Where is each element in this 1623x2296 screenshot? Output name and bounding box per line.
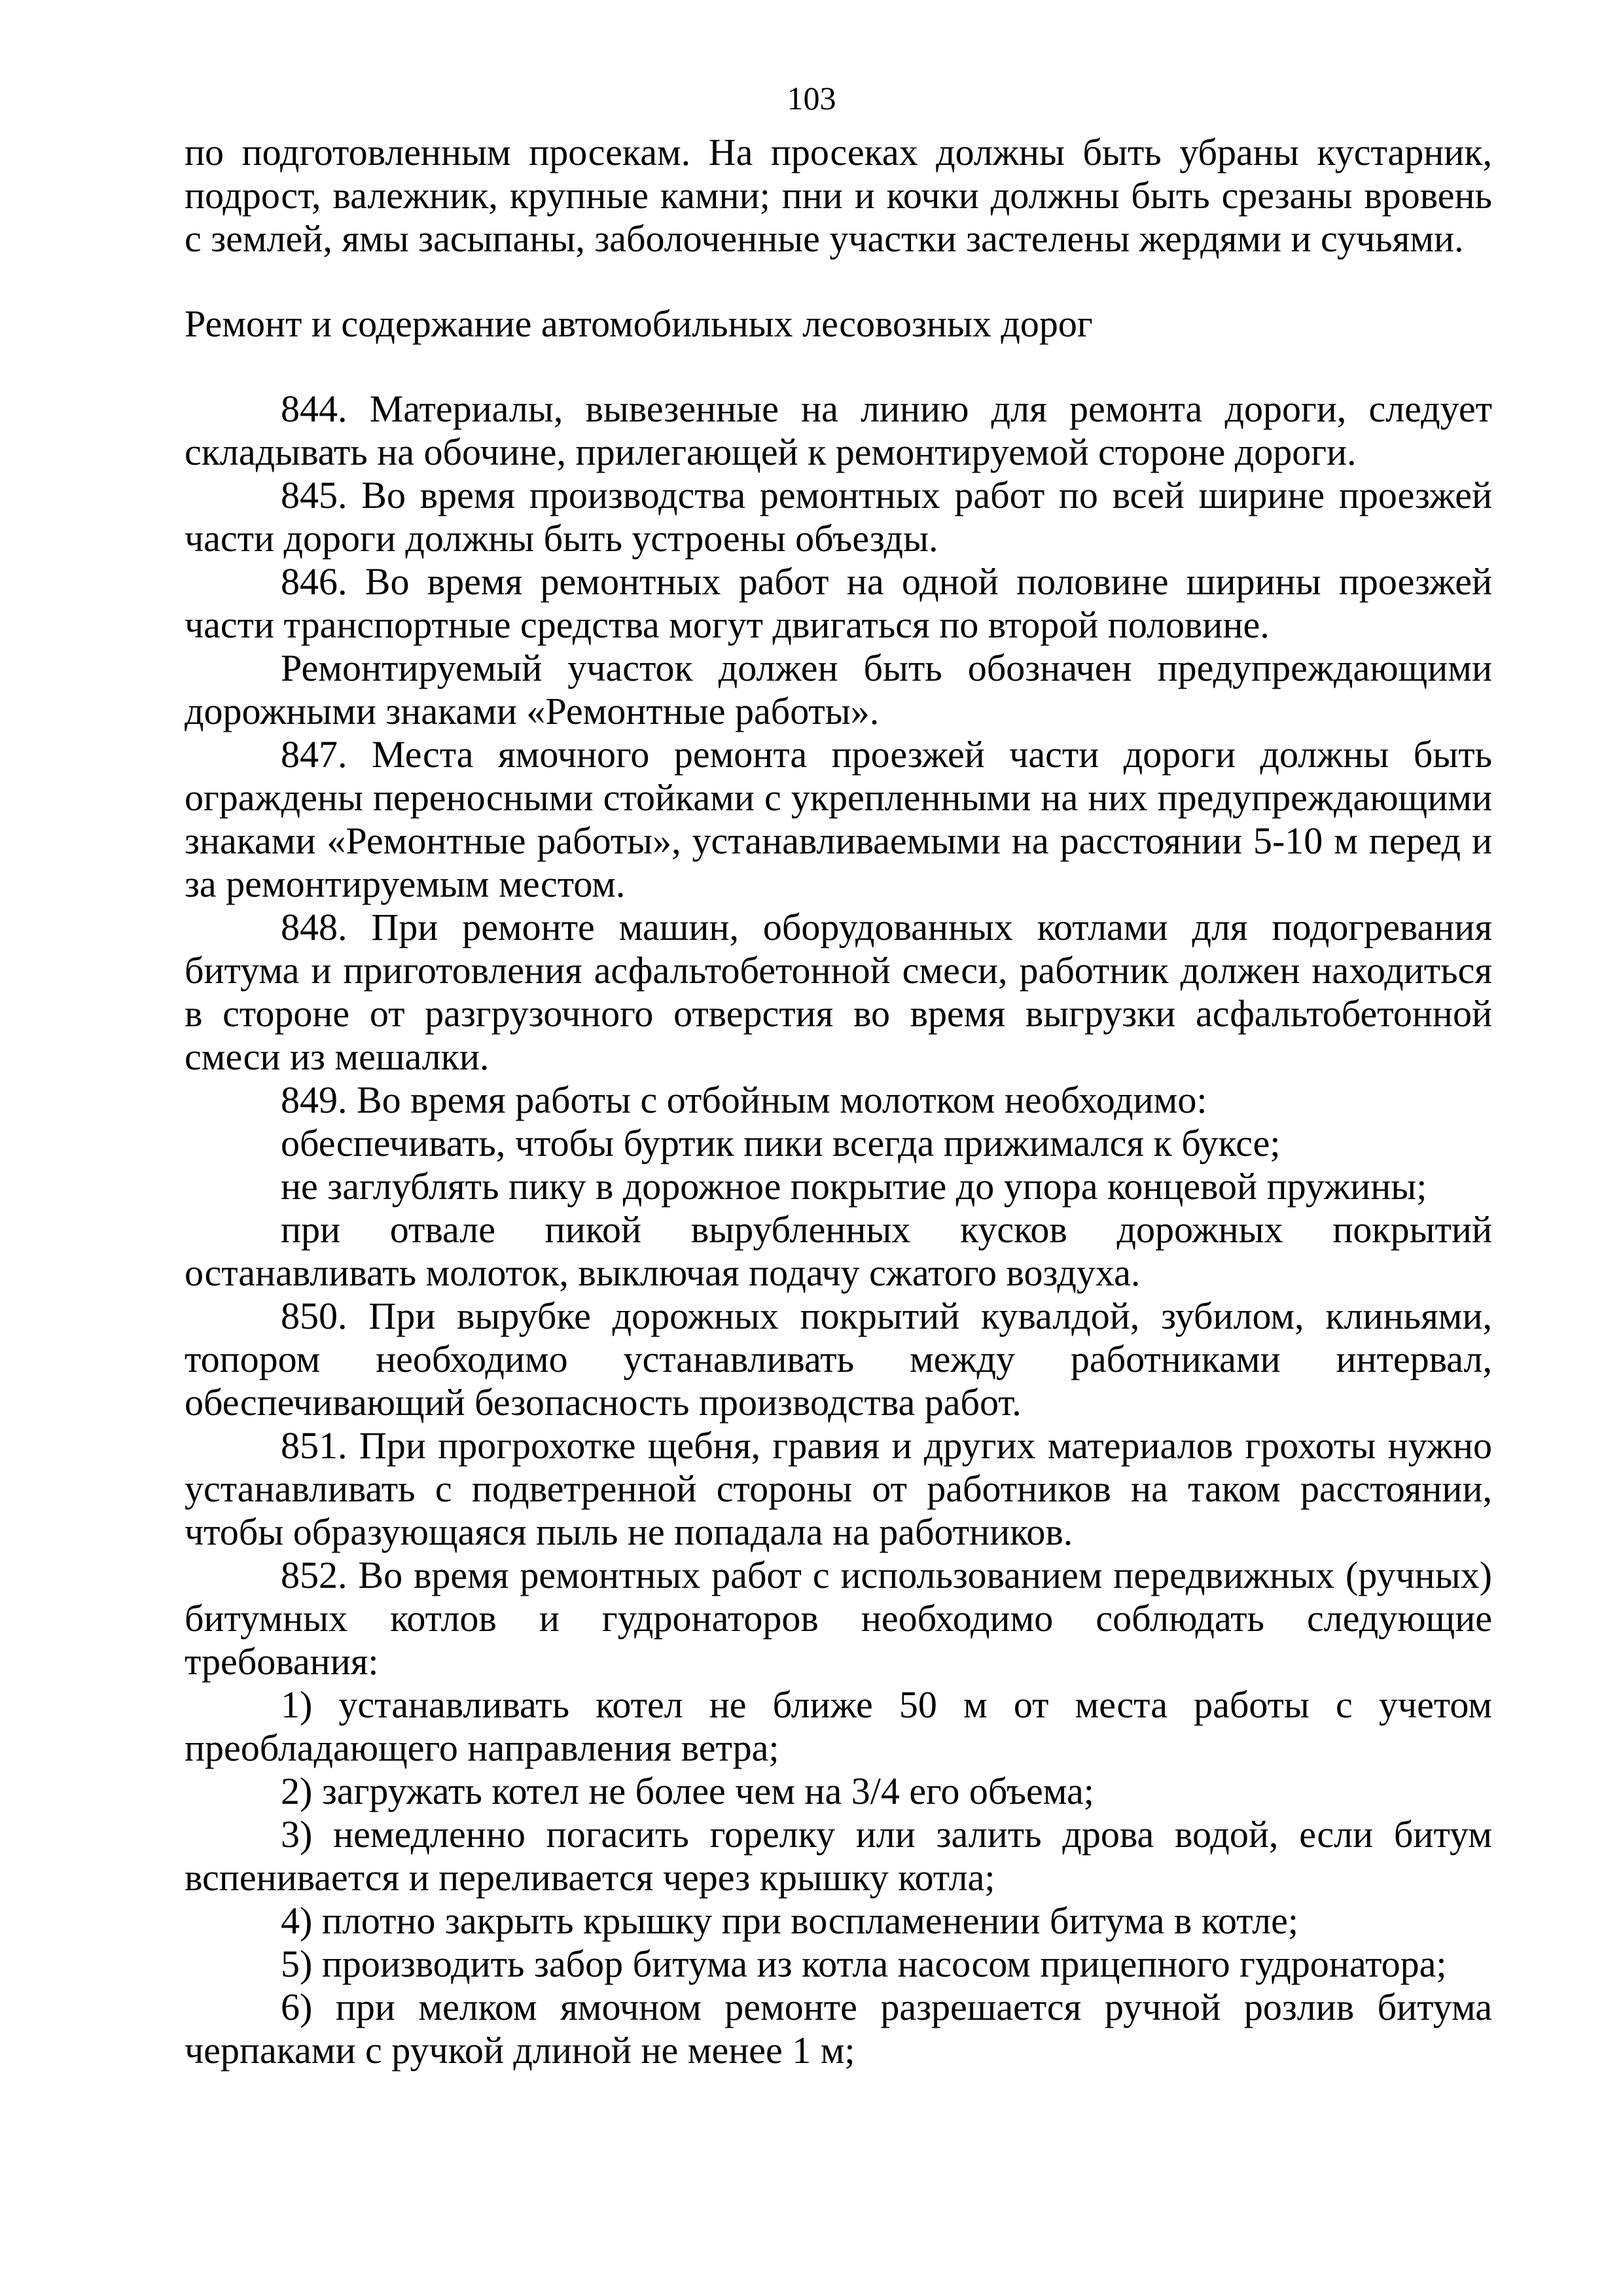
paragraph-848: 848. При ремонте машин, оборудованных котлами для подогревания битума и приготовления асфальтобетонной смеси, работник должен находиться в стороне от разгрузочного отверстия во время выгрузки асфальтобетонной смеси из мешалки. bbox=[185, 906, 1492, 1078]
document-body bbox=[185, 131, 1492, 2072]
paragraph-852-item-6: 6) при мелком ямочном ремонте разрешается ручной розлив битума черпаками с ручкой длиной не менее 1 м; bbox=[185, 1986, 1492, 2072]
page-number: 103 bbox=[787, 80, 836, 117]
paragraph-847: 847. Места ямочного ремонта проезжей части дороги должны быть ограждены переносными стойками с укрепленными на них предупреждающими знаками «Ремонтные работы», устанавливаемыми на расстоянии 5-10 м перед и за ремонтируемым местом. bbox=[185, 733, 1492, 905]
paragraph-849-item-3: при отвале пикой вырубленных кусков дорожных покрытий останавливать молоток, выключая подачу сжатого воздуха. bbox=[185, 1208, 1492, 1294]
paragraph-849-item-1: обеспечивать, чтобы буртик пики всегда прижимался к буксе; bbox=[281, 1122, 1281, 1164]
intro-paragraph: по подготовленным просекам. На просеках должны быть убраны кустарник, подрост, валежник, крупные камни; пни и кочки должны быть срезаны вровень с землей, ямы засыпаны, заболоченные участки застелены жердями и сучьями. bbox=[185, 131, 1492, 260]
paragraph-846: 846. Во время ремонтных работ на одной половине ширины проезжей части транспортные средства могут двигаться по второй половине. bbox=[185, 560, 1492, 646]
paragraph-852-item-3: 3) немедленно погасить горелку или залить дрова водой, если битум вспенивается и переливается через крышку котла; bbox=[185, 1813, 1492, 1899]
paragraph-850: 850. При вырубке дорожных покрытий кувалдой, зубилом, клиньями, топором необходимо устанавливать между работниками интервал, обеспечивающий безопасность производства работ. bbox=[185, 1295, 1492, 1424]
paragraph-852-item-5: 5) производить забор битума из котла насосом прицепного гудронатора; bbox=[281, 1943, 1447, 1985]
paragraph-852-item-4: 4) плотно закрыть крышку при воспламенении битума в котле; bbox=[281, 1899, 1298, 1942]
paragraph-849: 849. Во время работы с отбойным молотком необходимо: bbox=[281, 1079, 1207, 1121]
paragraph-845: 845. Во время производства ремонтных работ по всей ширине проезжей части дороги должны быть устроены объезды. bbox=[185, 474, 1492, 560]
section-heading: Ремонт и содержание автомобильных лесовозных дорог bbox=[185, 302, 1093, 345]
paragraph-852-item-2: 2) загружать котел не более чем на 3/4 его объема; bbox=[281, 1770, 1094, 1812]
paragraph-849-item-2: не заглублять пику в дорожное покрытие до упора концевой пружины; bbox=[281, 1165, 1427, 1208]
paragraph-852-item-1: 1) устанавливать котел не ближе 50 м от места работы с учетом преобладающего направления ветра; bbox=[185, 1683, 1492, 1769]
paragraph-851: 851. При прогрохотке щебня, гравия и других материалов грохоты нужно устанавливать с подветренной стороны от работников на таком расстоянии, чтобы образующаяся пыль не попадала на работников. bbox=[185, 1424, 1492, 1553]
paragraph-844: 844. Материалы, вывезенные на линию для ремонта дороги, следует складывать на обочине, прилегающей к ремонтируемой стороне дороги. bbox=[185, 387, 1492, 473]
paragraph-852: 852. Во время ремонтных работ с использованием передвижных (ручных) битумных котлов и гудронаторов необходимо соблюдать следующие требования: bbox=[185, 1554, 1492, 1683]
paragraph-846-signs: Ремонтируемый участок должен быть обозначен предупреждающими дорожными знаками «Ремонтные работы». bbox=[185, 647, 1492, 732]
